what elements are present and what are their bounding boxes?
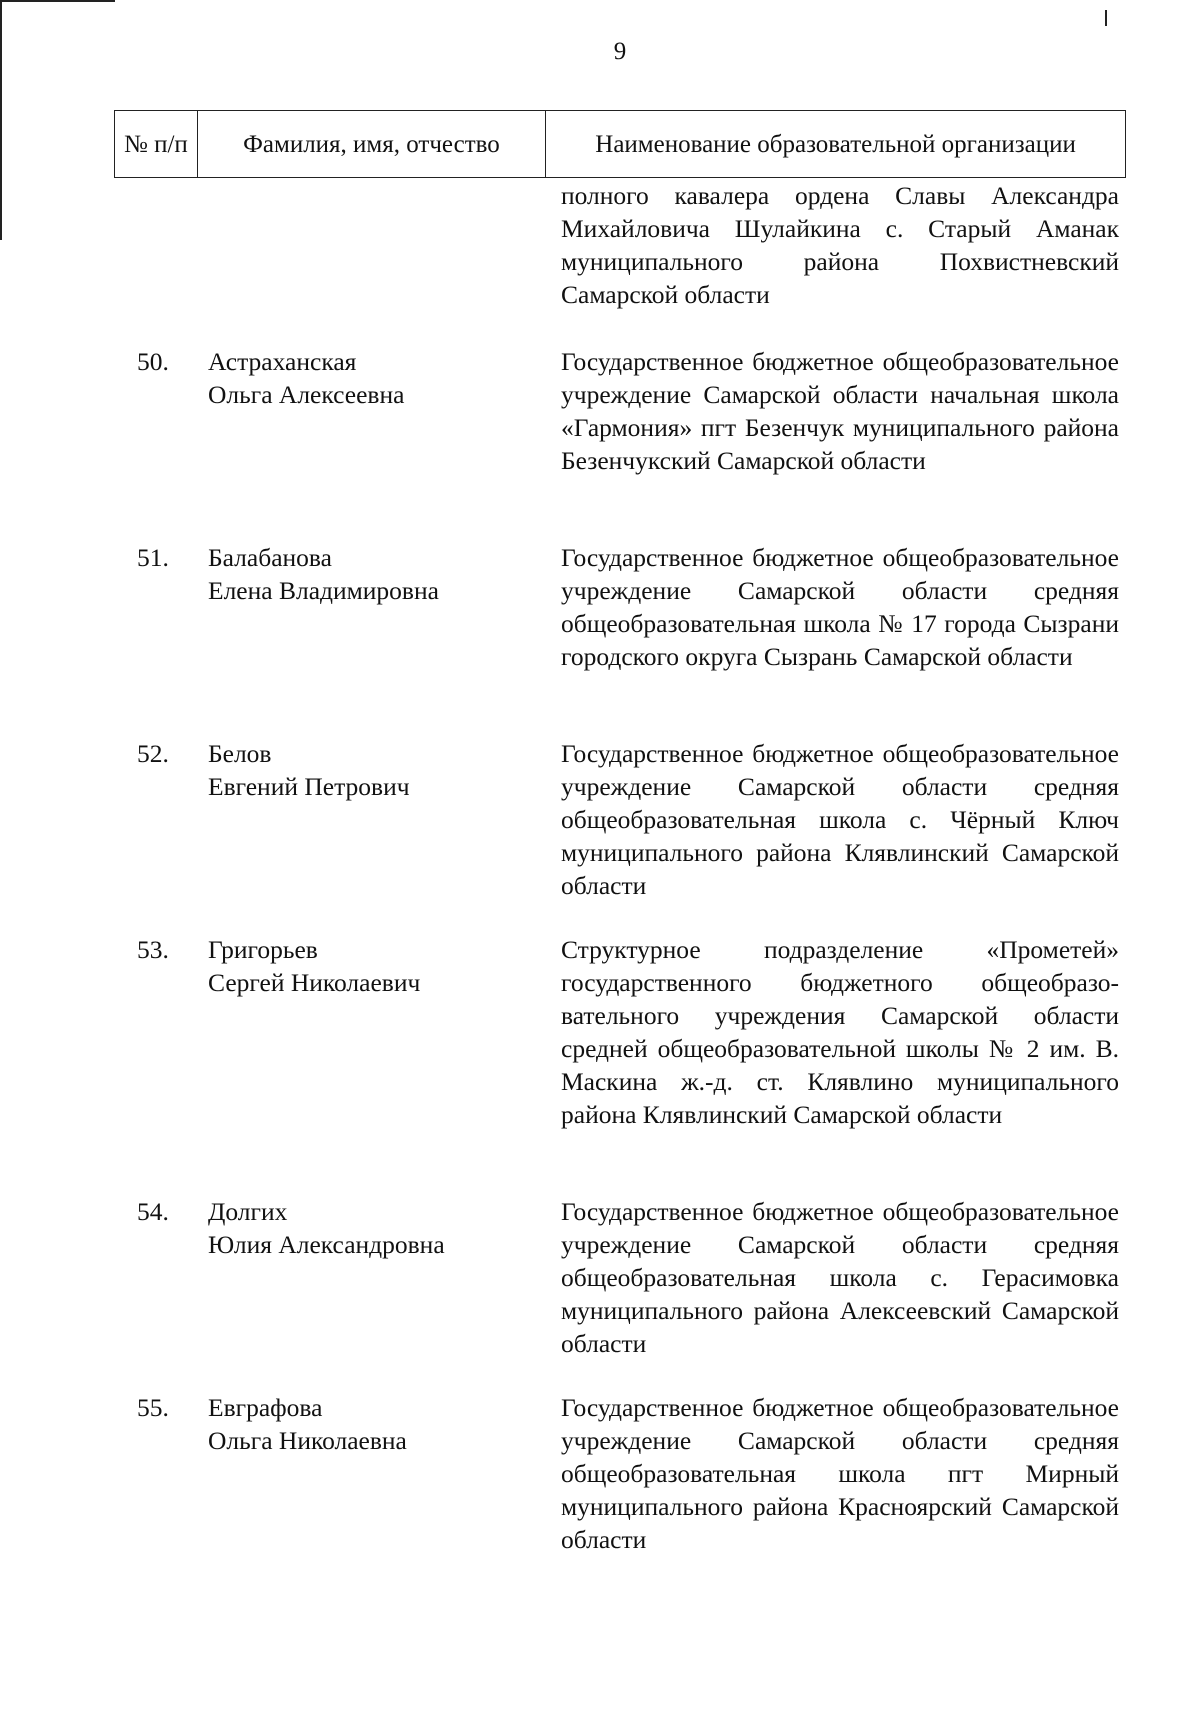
person-surname: Долгих <box>208 1197 288 1226</box>
organization-name: Государственное бюджетное общеобразовательное учреждение Самарской области начальная школа «Гармония» пгт Безенчук муниципального района Безенчукский Самарской области <box>561 347 1119 475</box>
person-surname: Григорьев <box>208 935 318 964</box>
person-given-names: Юлия Александровна <box>208 1230 445 1259</box>
organization-name: Государственное бюджетное общеобразовательное учреждение Самарской области средняя общеобразовательная школа № 17 города Сызрани городского округа Сызрань Самарской области <box>561 543 1119 671</box>
organization-name: Государственное бюджетное общеобразовательное учреждение Самарской области средняя общеобразовательная школа с. Герасимовка муниципального района Алексеевский Самарской области <box>561 1197 1119 1358</box>
person-name <box>208 1391 548 1457</box>
person-surname: Астраханская <box>208 347 357 376</box>
table-header <box>114 110 1126 178</box>
person-name <box>208 1195 548 1261</box>
person-name <box>208 541 548 607</box>
person-given-names: Сергей Николаевич <box>208 968 421 997</box>
person-name <box>208 933 548 999</box>
person-given-names: Евгений Петрович <box>208 772 410 801</box>
person-surname: Евграфова <box>208 1393 323 1422</box>
header-number-column: № п/п <box>115 111 198 178</box>
person-surname: Балабанова <box>208 543 332 572</box>
person-name <box>208 345 548 411</box>
organization-name: Структурное подразделение «Прометей» государственного бюджетного общеобразовательного учреждения Самарской области средней общеобразовательной школы № 2 им. В. Маскина ж.-д. ст. Клявлино муниципального района Клявлинский Самарской области <box>561 935 1119 1129</box>
header-name-column: Фамилия, имя, отчество <box>197 111 545 178</box>
header-organization-column: Наименование образовательной организации <box>546 111 1126 178</box>
row-number: 53. <box>137 935 169 964</box>
page-number: 9 <box>613 38 627 65</box>
person-given-names: Ольга Алексеевна <box>208 380 405 409</box>
person-surname: Белов <box>208 739 272 768</box>
person-name <box>208 737 548 803</box>
row-number: 50. <box>137 347 169 376</box>
person-given-names: Ольга Николаевна <box>208 1426 407 1455</box>
row-number: 55. <box>137 1393 169 1422</box>
scan-top-edge-mark <box>0 0 115 2</box>
scan-left-edge-mark <box>0 0 2 240</box>
continuation-org-text: полного кавалера ордена Славы Александра Михайловича Шулайкина с. Старый Аманак муниципального района Похвистневский Самарской области <box>561 181 1119 309</box>
row-number: 51. <box>137 543 169 572</box>
organization-name: Государственное бюджетное общеобразовательное учреждение Самарской области средняя общеобразовательная школа с. Чёрный Ключ муниципального района Клявлинский Самарской области <box>561 739 1119 900</box>
row-number: 52. <box>137 739 169 768</box>
person-given-names: Елена Владимировна <box>208 576 439 605</box>
organization-name: Государственное бюджетное общеобразовательное учреждение Самарской области средняя общеобразовательная школа пгт Мирный муниципального района Красноярский Самарской области <box>561 1393 1119 1554</box>
row-number: 54. <box>137 1197 169 1226</box>
scan-top-right-mark <box>1105 10 1107 26</box>
